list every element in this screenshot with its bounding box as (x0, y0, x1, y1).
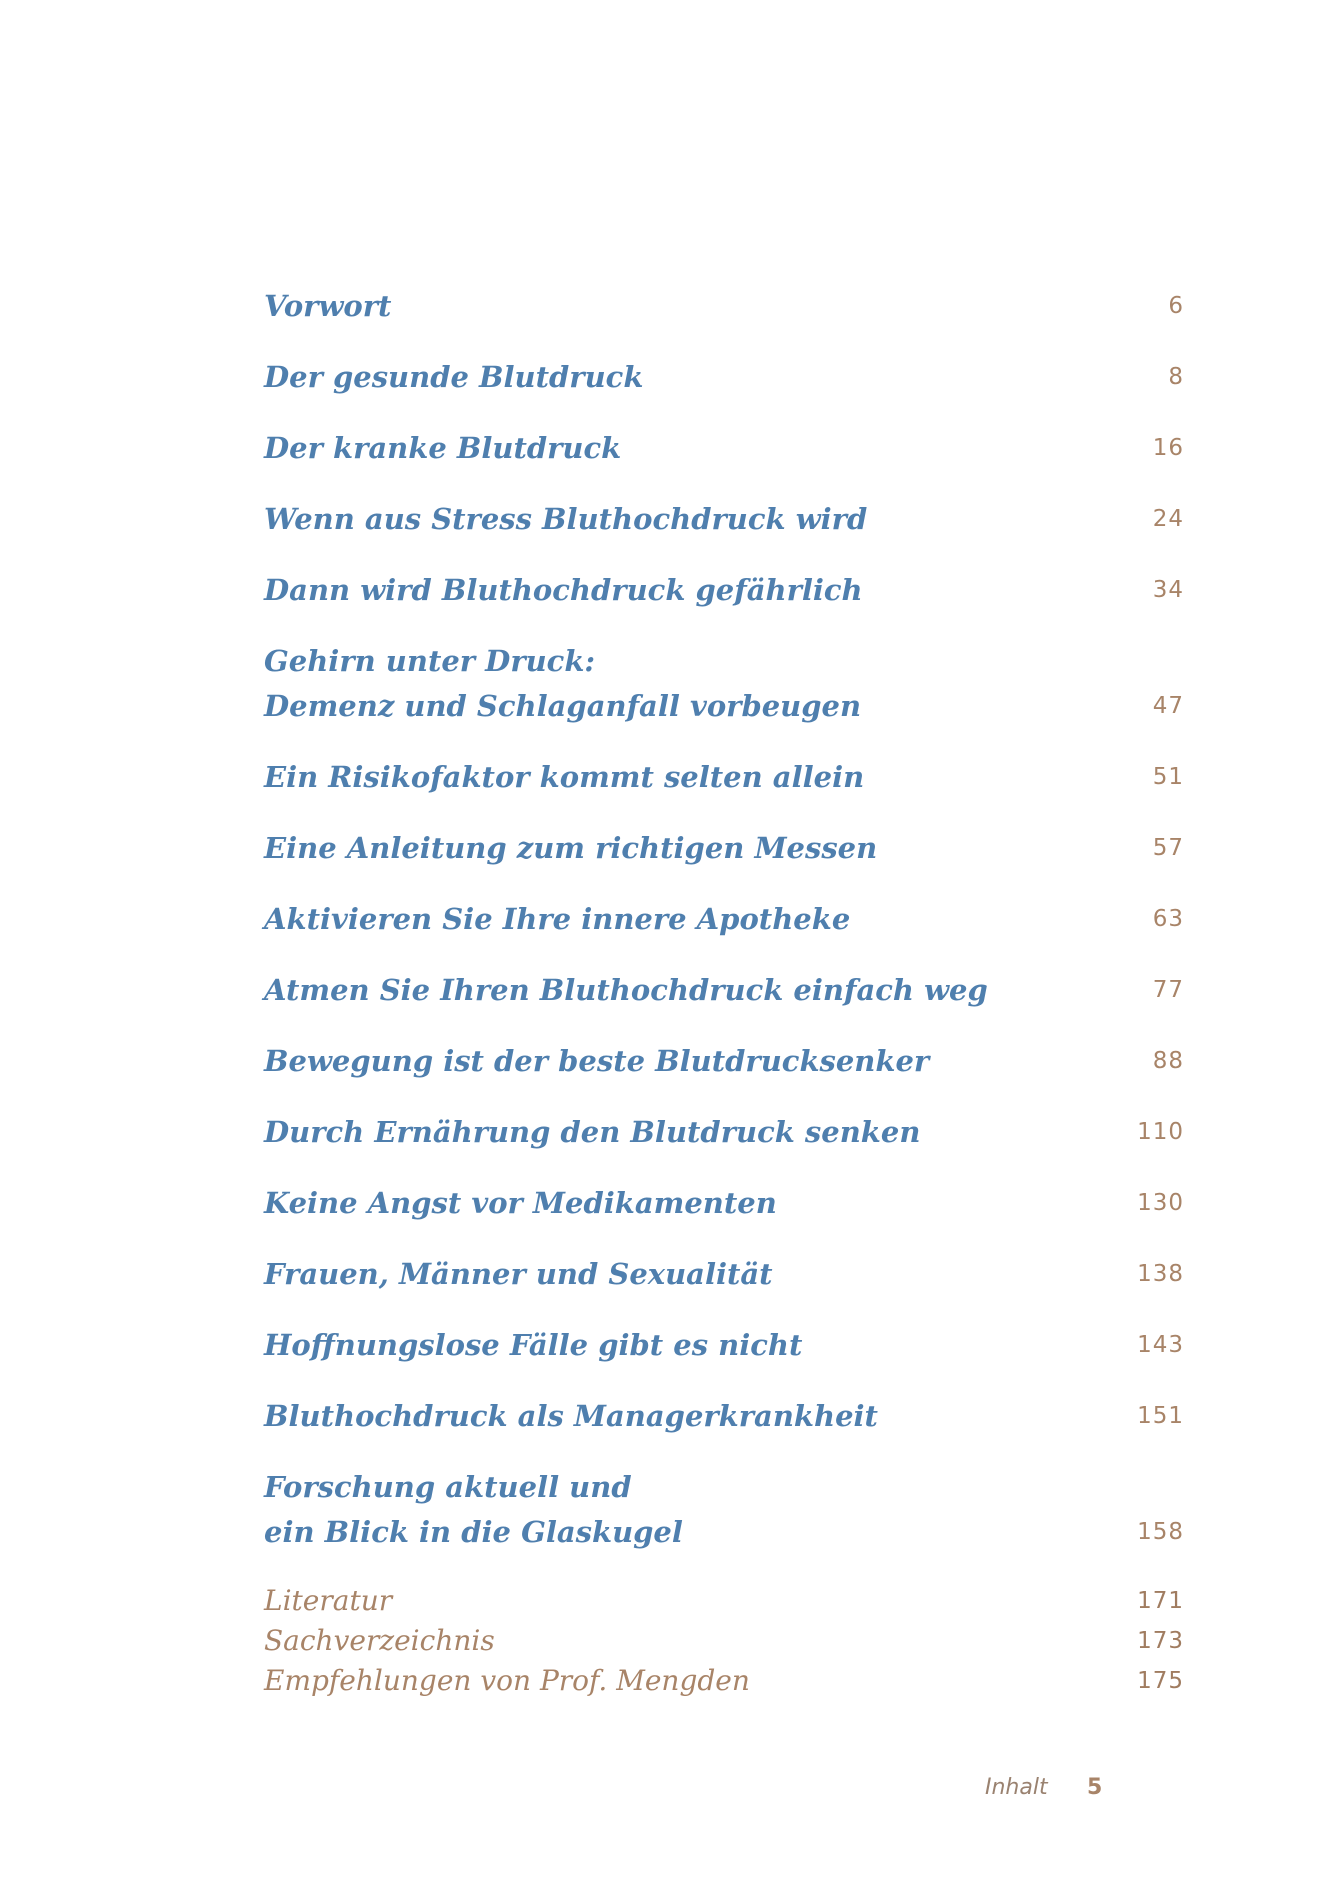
toc-entry (264, 968, 1184, 1013)
toc-entry-page-number: 77 (1152, 977, 1184, 1003)
appendix-entry-page-number: 171 (1137, 1588, 1184, 1614)
toc-entry-page-number: 51 (1152, 764, 1184, 790)
appendix-list (264, 1581, 1184, 1701)
toc-entry-title: Keine Angst vor Medikamenten (264, 1186, 777, 1220)
appendix-entry-title: Empfehlungen von Prof. Mengden (264, 1664, 750, 1697)
toc-entry-page-number: 110 (1137, 1119, 1184, 1145)
toc-entry-page-number: 63 (1152, 906, 1184, 932)
toc-entry-page-number: 143 (1137, 1332, 1184, 1358)
page-footer (985, 1772, 1105, 1804)
toc-entry-page-number: 158 (1137, 1519, 1184, 1545)
toc-entry-title: Eine Anleitung zum richtigen Messen (264, 831, 878, 865)
appendix-entry-page-number: 175 (1137, 1668, 1184, 1694)
toc-entry (264, 1465, 1184, 1555)
toc-entry-title: Dann wird Bluthochdruck gefährlich (264, 573, 863, 607)
toc-entry-page-number: 6 (1168, 293, 1184, 319)
toc-entry-title: Atmen Sie Ihren Bluthochdruck einfach weg (264, 973, 988, 1007)
toc-entry (264, 897, 1184, 942)
toc-entry-page-number: 8 (1168, 364, 1184, 390)
toc-entry-page-number: 138 (1137, 1261, 1184, 1287)
toc-entry-title: Der gesunde Blutdruck (264, 360, 644, 394)
toc-entry (264, 355, 1184, 400)
toc-entry (264, 1394, 1184, 1439)
toc-entry-page-number: 151 (1137, 1403, 1184, 1429)
toc-entry (264, 639, 1184, 729)
toc-entry-title: Vorwort (264, 289, 392, 323)
toc-entry-page-number: 47 (1152, 693, 1184, 719)
toc-entry-page-number: 24 (1152, 506, 1184, 532)
appendix-entry-title: Sachverzeichnis (264, 1624, 495, 1657)
appendix-entry (264, 1581, 1184, 1621)
chapter-list (264, 284, 1184, 1555)
toc-entry (264, 1323, 1184, 1368)
toc-entry-title: Wenn aus Stress Bluthochdruck wird (264, 502, 868, 536)
toc-entry-title: Durch Ernährung den Blutdruck senken (264, 1115, 921, 1149)
toc-entry-title: Forschung aktuell und (264, 1470, 632, 1504)
toc-entry-title: Demenz und Schlaganfall vorbeugen (264, 689, 862, 723)
toc-entry (264, 284, 1184, 329)
appendix-entry-page-number: 173 (1137, 1628, 1184, 1654)
toc-entry (264, 497, 1184, 542)
toc-entry-page-number: 130 (1137, 1190, 1184, 1216)
toc-entry-page-number: 88 (1152, 1048, 1184, 1074)
footer-section-label: Inhalt (985, 1775, 1048, 1800)
footer-page-number: 5 (1087, 1775, 1103, 1800)
toc-entry-title: Bewegung ist der beste Blutdrucksenker (264, 1044, 930, 1078)
appendix-entry (264, 1661, 1184, 1701)
toc-entry-page-number: 16 (1152, 435, 1184, 461)
toc-entry-page-number: 34 (1152, 577, 1184, 603)
toc-entry-title: Gehirn unter Druck: (264, 644, 596, 678)
toc-entry-title: Frauen, Männer und Sexualität (264, 1257, 773, 1291)
toc-entry (264, 568, 1184, 613)
toc-entry-title: Hoffnungslose Fälle gibt es nicht (264, 1328, 803, 1362)
toc-entry (264, 1039, 1184, 1084)
toc-entry-page-number: 57 (1152, 835, 1184, 861)
toc-entry-title: ein Blick in die Glaskugel (264, 1515, 683, 1549)
toc-entry-title: Ein Risikofaktor kommt selten allein (264, 760, 865, 794)
toc-entry (264, 1110, 1184, 1155)
appendix-entry (264, 1621, 1184, 1661)
table-of-contents (264, 284, 1184, 1701)
toc-entry (264, 826, 1184, 871)
toc-entry (264, 1252, 1184, 1297)
toc-entry-title: Aktivieren Sie Ihre innere Apotheke (264, 902, 851, 936)
toc-entry (264, 426, 1184, 471)
toc-entry (264, 1181, 1184, 1226)
toc-entry (264, 755, 1184, 800)
toc-entry-title: Bluthochdruck als Managerkrankheit (264, 1399, 878, 1433)
toc-entry-title: Der kranke Blutdruck (264, 431, 622, 465)
appendix-entry-title: Literatur (264, 1584, 393, 1617)
